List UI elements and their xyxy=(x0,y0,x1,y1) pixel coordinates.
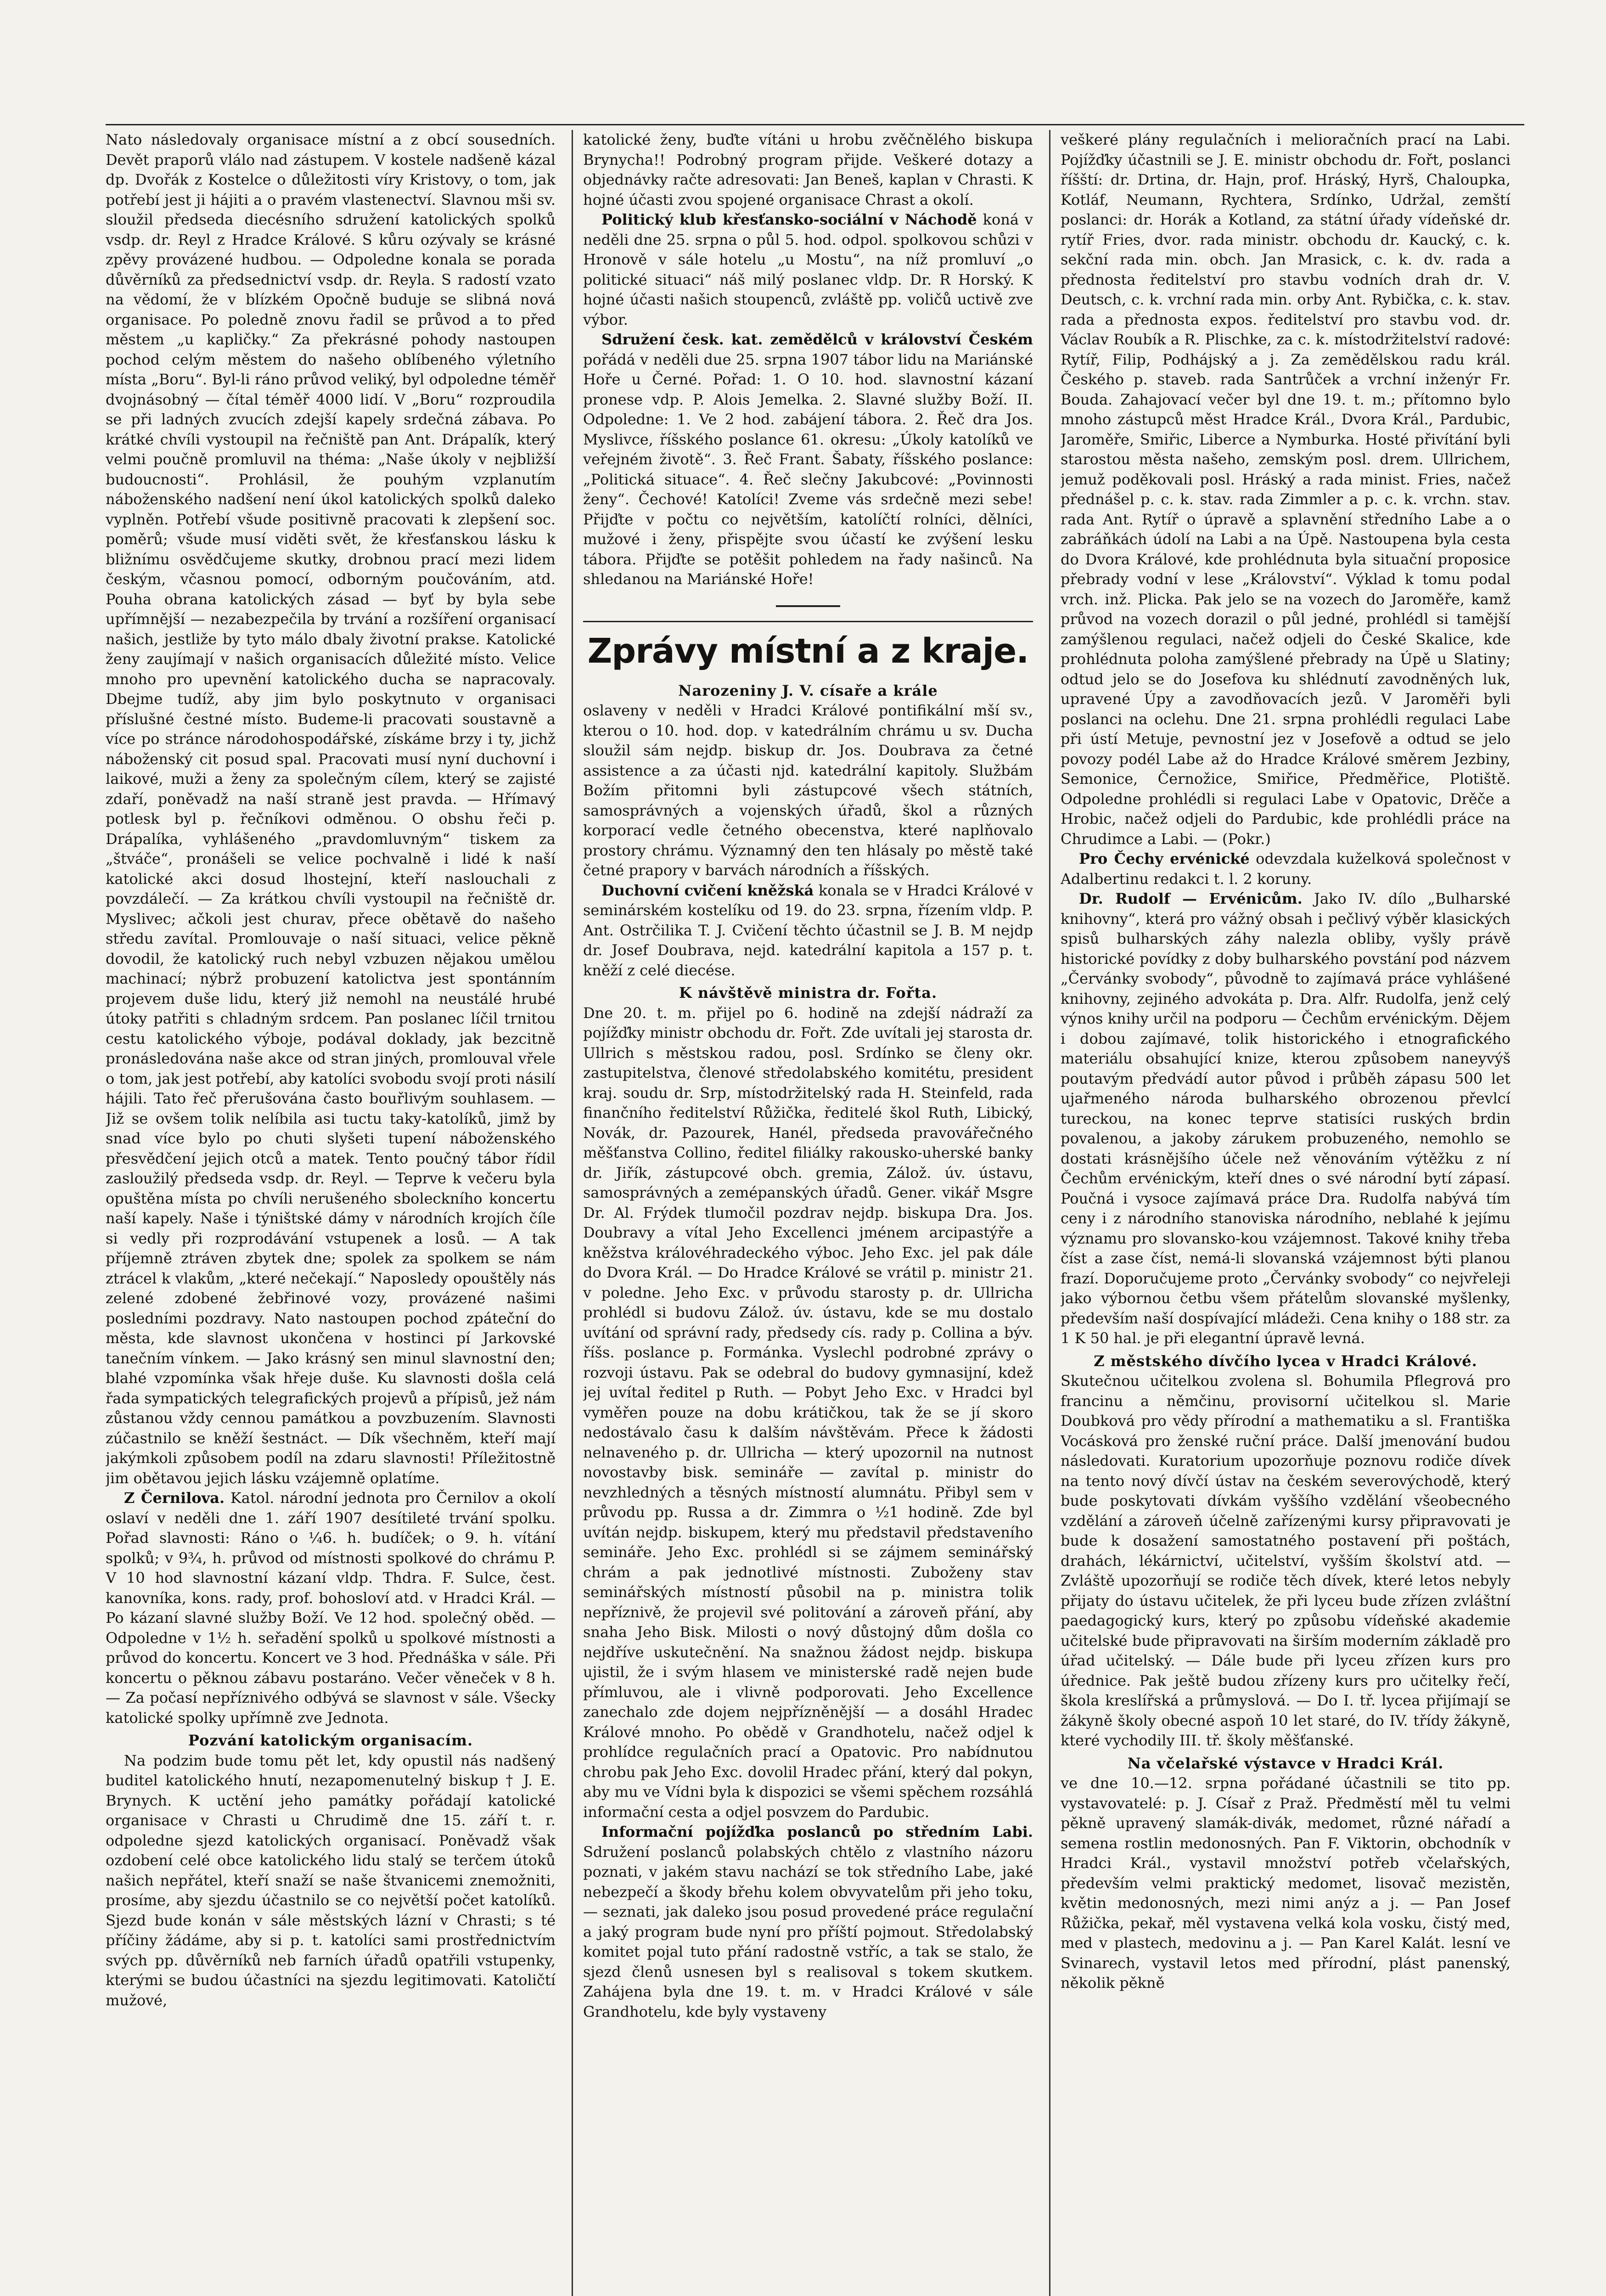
article-lead: Dr. Rudolf — Ervénicům. xyxy=(1079,890,1303,907)
article-text: ve dne 10.—12. srpna pořádané účastnili se tito pp. vystavovatelé: p. J. Císař z Praž. Předměstí měl tu velmi pěkně upravený slamák-divák, medomet, různé nářadí a semena rostlin medonosných. Pan F. Viktorin, obchodník v Hradci Král., vystavil množství potřeb včelařských, především velmi praktický medomet, lisovač mezistěn, květin medonosných, mezi nimi anýz a j. — Pan Josef Růžička, pekař, měl vystavena velká kola vosku, čistý med, med v plastech, medovinu a j. — Pan Karel Kalát. lesní ve Svinarech, vystavil letos med přírodní, plást panenský, několik pěkně xyxy=(1061,1774,1511,1992)
column-left xyxy=(106,130,556,2296)
article-heading: Pozvání katolickým organisacím. xyxy=(188,1732,473,1749)
article-lead: Z Černilova. xyxy=(124,1489,225,1507)
article-text: Nato následovaly organisace místní a z obcí sousedních. Devět praporů vlálo nad zástupem. V kostele nadšeně kázal dp. Dvořák z Kostelce o důležitosti víry Kristovy, o tom, jak potřebí jest ji hájiti a o pravém vlastenectví. Slavnou mši sv. sloužil předseda diecésního sdružení katolických spolků vsdp. dr. Reyl z Hradce Králové. S kůru ozývaly se krásné zpěvy provázené hudbou. — Odpoledne konala se porada důvěrníků za předsednictví vsdp. dr. Reyla. S radostí vzato na vědomí, že v blízkém Opočně buduje se slibná nová organisace. Po poledně znovu řadil se průvod a to před městem „u kapličky.“ Za překrásné pohody nastoupen pochod celým městem do našeho oblíbeného výletního místa „Boru“. Byl-li ráno průvod veliký, byl odpoledne téměř dvojnásobný — čítal téměř 4000 lidí. V „Boru“ rozproudila se při ladných zvucích zdejší kapely srdečná zábava. Po krátké chvíli vystoupil na řečniště pan Ant. Drápalík, který velmi poučně promluvil na théma: „Naše úkoly v nejbližší budoucnosti“. Prohlásil, že pouhým vzplanutím náboženského nadšení není úkol katolických spolků daleko vyplněn. Potřebí všude positivně pracovati k zlepšení soc. poměrů; všude musí viděti svět, že křesťanskou lásku k bližnímu osvědčujeme skutky, drobnou prací mezi lidem českým, včasnou pomocí, odborným poučováním, atd. Pouha obrana katolických zásad — byť by byla sebe upřímnější — nezabezpečila by trvání a rozšíření organisací našich, jestliže by tyto málo dbaly životní prakse. Katolické ženy zaujímají v našich organisacích důležité místo. Velice mnoho pro upevnění katolického ducha se napracovaly. Dbejme tudíž, aby jim bylo poskytnuto v organisaci příslušné čestné místo. Budeme-li pracovati soustavně a více po stránce národohospodářské, získáme brzy i ty, jichž náboženský cit posud spal. Pracovati musí nyní duchovní i laikové, muži a ženy za společným cílem, který se zajisté zdaří, poněvadž na naší straně jest pravda. — Hřímavý potlesk byl p. řečníkovi odměnou. O obshu řeči p. Drápalíka, vyhlášeného „pravdomluvným“ tiskem za „štváče“, pronášeli se velice pochvalně i lidé k naší katolické akci dosud lhostejní, kteří naslouchali z povzdálečí. — Za krátkou chvíli vystoupil na řečniště dr. Myslivec; ačkoli jest churav, přece obětavě do našeho středu zavítal. Promlouvaje o naší situaci, velice pěkně dovodil, že katolický ruch nebyl vzbuzen nějakou umělou machinací; nýbrž probuzení katolictva jest spontánním projevem duše lidu, který již nemohl na neustálé hrubé útoky patřiti s chladným srdcem. Pan poslanec líčil trnitou cestu katolického výboje, podával doklady, jak bezcitně pronásledována naše akce od stran jiných, promlouval vřele o tom, jak jest potřebí, aby katolíci svobodu svojí proti násilí hájili. Tato řeč přerušována často bouřlivým souhlasem. — Již se ovšem tolik nelíbila asi tuctu taky-katolíků, jimž by snad více bylo po chuti slyšeti tupení náboženského přesvědčení jejich otců a matek. Tento poučný tábor řídil zasloužilý předseda vsdp. dr. Reyl. — Teprve k večeru byla opuštěna místa po chvíli nerušeného sboleckního koncertu naší kapely. Naše i týništské dámy v národních krojích číle si vedly při rozprodávání vstupenek a losů. — A tak příjemně ztráven zbytek dne; spolek za spolkem se nám ztrácel k vlakům, „které nečekají.“ Naposledy opouštěly nás zelené zdobené žebřinové vozy, provázené našimi posledními pozdravy. Nato nastoupen pochod zpáteční do města, kde slavnost ukončena v hostinci pí Jarkovské tanečním vínkem. — Jako krásný sen minul slavnostní den; blahé vzpomínka však hřeje duše. Ku slavnosti došla celá řada sympatických telegrafických projevů a přípisů, jež nám zůstanou vždy cennou památkou a povzbuzením. Slavnosti zúčastnilo se kněží šestnáct. — Dík všechněm, kteří mají jakýmkoli způsobem podíl na zdaru slavnosti! Příležitostně jim obětavou jejich lásku vzájemně oplatíme. xyxy=(106,131,556,1487)
article-paragraph xyxy=(1061,1773,1511,1993)
article-paragraph xyxy=(583,1003,1033,1823)
article-text: odevzdala kuželková společnost v Adalbertinu redakci t. l. 2 koruny. xyxy=(1061,850,1511,888)
article-paragraph xyxy=(583,210,1033,330)
article-text: koná v neděli dne 25. srpna o půl 5. hod. odpol. spolkovou schůzi v Hronově v sále hotelu „u Mostu“, na níž promluví „o politické situaci“ náš milý poslanec vldp. Dr. R Horský. K hojné účasti našich stoupenců, zvláště pp. voličů uctivě zve výbor. xyxy=(583,211,1033,328)
article-paragraph xyxy=(1061,889,1511,1349)
article-lead: Informační pojížďka poslanců po středním Labi. xyxy=(601,1823,1033,1840)
column-divider xyxy=(572,130,573,2296)
article-lead: Duchovní cvičení kněžská xyxy=(601,881,814,899)
column-middle xyxy=(583,130,1033,2296)
article-text: Dne 20. t. m. přijel po 6. hodině na zdejší nádraží za pojížďky ministr obchodu dr. Fořt. Zde uvítali jej starosta dr. Ullrich s městskou radou, posl. Srdínko se členy okr. zastupitelstva, členové středolabského komitétu, president kraj. soudu dr. Srp, místodržitelský rada H. Steinfeld, rada finančního ředitelství Růžička, ředitelé škol Ruth, Libický, Novák, dr. Pazourek, Hanél, předseda pravovářečného měšťanstva Collino, ředitel filiálky rakousko-uherské banky dr. Jiřík, zástupcové obch. gremia, Zálož. úv. ústavu, samosprávných a zemépanských úřadů. Gener. vikář Msgre Dr. Al. Frýdek tlumočil pozdrav nejdp. biskupa Dra. Jos. Doubravy a vítal Jeho Excellenci jménem arcipastýře a kněžstva královéhradeckého výboc. Jeho Exc. jel pak dále do Dvora Král. — Do Hradce Králové se vrátil p. ministr 21. v poledne. Jeho Exc. v průvodu starosty p. dr. Ullricha prohlédl si budovu Zálož. úv. ústavu, kde se mu dostalo uvítání od správní rady, předsedy cís. rady p. Collina a býv. říšs. poslance p. Formánka. Vyslechl podrobné zprávy o rozvoji ústavu. Pak se odebral do budovy gymnasijní, kdež jej uvítal ředitel p Ruth. — Pobyt Jeho Exc. v Hradci byl vyměřen pouze na dobu krátičkou, tak že se jí skoro nedostávalo času k dalším návštěvám. Přece k žádosti nelnaveného p. dr. Ullricha — který upozornil na nutnost novostavby bisk. semináře — zavítal p. ministr do nevzhledných a těsných místností alumnátu. Přibyl sem v průvodu pp. Russa a dr. Zimmra o ½1 hodině. Zde byl uvítán nejdp. biskupem, který mu představil představeního semináře. Jeho Exc. prohlédl si se zájmem seminářský chrám a pak jednotlivé místnosti. Zuboženy stav seminářských místností působil na p. ministra tolik nepříznivě, že projevil své politování a zároveň přání, aby snaha Jeho Bisk. Milosti o nový důstojný dům došla co nejdříve uskutečnění. Na snažnou žádost nejdp. biskupa ujistil, že i svým hlasem ve ministerské radě nejen bude přímluvou, ale i vlivně podporovati. Jeho Excellence zanechalo zde dojem nejpřízněnější — a dosáhl Hradec Králové mnoho. Po obědě v Grandhotelu, načež odjel k prohlídce regulačních prací a Opatovic. Pro nabídnutou chrobu pak Jeho Exc. dovolil Hradec přání, který dal pokyn, aby mu ve Vídni byla k dispozici se všemi spěchem rozsáhlá informační cesta a odjel posvzem do Pardubic. xyxy=(583,1004,1033,1821)
section-heading: Zprávy místní a z kraje. xyxy=(587,631,1029,671)
article-paragraph xyxy=(583,330,1033,590)
column-right xyxy=(1061,130,1511,2296)
article-text: pořádá v neděli due 25. srpna 1907 tábor lidu na Mariánské Hoře u Černé. Pořad: 1. O 10. hod. slavnostní kázaní pronese vdp. P. Alois Jemelka. 2. Slavné služby Boží. II. Odpoledne: 1. Ve 2 hod. zabájení tábora. 2. Řeč dra Jos. Myslivce, říšského poslance 61. okresu: „Úkoly katolíků ve veřejném životě“. 3. Řeč Frant. Šabaty, říšského poslance: „Politická situace“. 4. Řeč slečny Jakubcové: „Povinnosti ženy“. Čechové! Katolíci! Zveme vás srdečně mezi sebe! Přijďte v počtu co největším, katolíčtí rolníci, dělníci, mužové i ženy, přispějte svou účastí ke zvýšení lesku tábora. Přijďte se potěšit pohledem na řady našinců. Na shledanou na Mariánské Hoře! xyxy=(583,350,1033,588)
article-text: konala se v Hradci Králové v seminárském kostelíku od 19. do 23. srpna, řízením vldp. P. Ant. Ostrčilika T. J. Cvičení těchto účastnil se J. B. M nejdp dr. Josef Doubrava, nejd. katedrální kapitola a 157 p. t. kněží z celé diecése. xyxy=(583,881,1033,979)
article-heading: Na včelařské výstavce v Hradci Král. xyxy=(1127,1754,1444,1772)
article-paragraph xyxy=(1061,849,1511,889)
newspaper-page xyxy=(106,124,1524,2296)
article-lead: Sdružení česk. kat. zemědělců v království Českém xyxy=(601,331,1033,348)
article-text: Jako IV. dílo „Bulharské knihovny“, která pro vážný obsah i pečlivý výběr klasických spisů bulharských záhy nalezla obliby, vyšly právě historické povídky z doby bulharského povstání pod názvem „Červánky svobody“, původně to zajímavá práce vyhlášené knihovny, zejiného advokáta p. Dra. Alfr. Rudolfa, jenž celý výnos knihy určil na podporu — Čechům ervénickým. Dějem i dobou zajímavé, tolik historického i etnografického materiálu obsahující knize, kterou způsobem naneyvýš poutavým předvádí autor původ i průběh zápasu 500 let ujařmeného národa bulharského obrozenou převlcí tureckou, na konec teprve statisíci ruských brdin povalenou, a jakoby zárukem probuzeného, nemohlo se dostati krásnějšího účele než věnováním výtěžku z ní Čechům ervénickým, kteří dnes o své národní bytí zápasí. Poučná i vysoce zajímavá práce Dra. Rudolfa nabývá tím ceny i z národního stanoviska národního, neblahé k jejímu významu pro slovansko-kou vzájemnost. Takové knihy třeba číst a zase číst, nemá-li slovanská vzájemnost býti planou frazí. Doporučujeme proto „Červánky svobody“ co nejvřeleji jako výbornou četbu všem přátelům slovanské myšlenky, především naší dospívající mládeži. Cena knihy o 188 str. za 1 K 50 hal. je při elegantní úpravě levná. xyxy=(1061,890,1511,1347)
article-text: katolické ženy, buďte vítáni u hrobu zvěčnělého biskupa Brynycha!! Podrobný program přijde. Veškeré dotazy a objednávky račte adresovati: Jan Beneš, kaplan v Chrasti. K hojné účasti zvou spojené organisace Chrast a okolí. xyxy=(583,131,1033,208)
article-paragraph xyxy=(583,881,1033,981)
article-paragraph xyxy=(583,701,1033,881)
article-lead: Pro Čechy ervénické xyxy=(1079,850,1250,867)
article-lead: Politický klub křesťansko-sociální v Náchodě xyxy=(601,211,977,228)
article-heading: K návštěvě ministra dr. Fořta. xyxy=(679,984,938,1002)
section-separator-short xyxy=(776,605,840,607)
article-heading: Z městského dívčího lycea v Hradci Králové. xyxy=(1094,1352,1477,1370)
article-paragraph xyxy=(583,1822,1033,2022)
column-divider xyxy=(1049,130,1050,2296)
article-paragraph xyxy=(106,1751,556,2011)
article-paragraph xyxy=(106,130,556,1488)
article-paragraph xyxy=(1061,130,1511,849)
section-separator xyxy=(583,621,1033,622)
article-text: Katol. národní jednota pro Černilov a okolí oslaví v neděli dne 1. září 1907 desítileté trvání spolku. Pořad slavnosti: Ráno o ¼6. h. budíček; o 9. h. vítání spolků; v 9¾, h. průvod od místnosti spolkové do chrámu P. V 10 hod slavnostní kázaní vldp. Thdra. F. Sulce, čest. kanovníka, kons. rady, prof. bohosloví atd. v Hradci Král. — Po kázaní slavné služby Boží. Ve 12 hod. společný oběd. — Odpoledne v 1½ h. seřadění spolků u spolkové místnosti a průvod do koncertu. Koncert ve 3 hod. Přednáška v sále. Při koncertu o pěknou zábavu postaráno. Večer věneček v 8 h. — Za počasí nepříznivého odbývá se slavnost v sále. Všecky katolické spolky upřímně zve Jednota. xyxy=(106,1489,556,1727)
article-text: Na podzim bude tomu pět let, kdy opustil nás nadšený buditel katolického hnutí, nezapomenutelný biskup † J. E. Brynych. K uctění jeho památky pořádají katolické organisace v Chrasti u Chrudimě dne 15. září t. r. odpoledne sjezd katolických organisací. Poněvadž však ozdobení celé obce katolického lidu stalý se terčem útoků našich nepřátel, kteří snaží se naše štvanicemi znemožniti, prosíme, aby sjezdu účastnilo se co největší počet katolíků. Sjezd bude konán v sále městských lázní v Chrasti; s té příčiny žádáme, aby si p. t. katolíci sami prostřednictvím svých pp. důvěrníků neb farních úřadů opatřili vstupenky, kterými se budou účastníci na sjezdu legitimovati. Katoličtí mužové, xyxy=(106,1751,556,2009)
article-text: veškeré plány regulačních i melioračních prací na Labi. Pojížďky účastnili se J. E. ministr obchodu dr. Fořt, poslanci říšští: dr. Drtina, dr. Hajn, prof. Hráský, Hyrš, Chaloupka, Kotláf, Neumann, Rychtera, Srdínko, Udržal, zemští poslanci: dr. Horák a Kotland, za státní úřady vídeňské dr. rytíř Fries, dvor. rada ministr. obchodu dr. Kaucký, c. k. sekční rada min. obch. Jan Mrasick, c. k. dv. rada a přednosta ředitelství pro stavbu vodních drah dr. V. Deutsch, c. k. vrchní rada min. orby Ant. Rybička, c. k. stav. rada a přednosta expos. ředitelství pro stavbu vod. dr. Václav Roubík a R. Plischke, za c. k. místodržitelství radové: Rytíř, Filip, Podhájský a j. Za zemědělskou radu král. Českého p. staveb. rada Santrůček a vrchní inženýr Fr. Bouda. Zahajovací večer byl dne 19. t. m.; přítomno bylo mnoho zástupců měst Hradce Král., Dvora Král., Pardubic, Jaroměře, Smiřic, Liberce a Nymburka. Hosté přivítání byli starostou města našeho, zemským posl. drem. Ullrichem, jemuž poděkovali posl. Hráský a rada minist. Fries, načež přednášel p. c. k. stav. rada Zimmler a p. c. k. vrchn. stav. rada Ant. Rytíř o úpravě a splavnění středního Labe a o zabráňkách údolí na Labi a na Úpě. Nastoupena byla cesta do Dvora Králové, kde prohlédnuta byla situační proposice přebrady vodní v lese „Království“. Výklad k tomu podal vrch. inž. Plicka. Pak jelo se na vozech do Jaroměře, kamž průvod na vozech dorazil o půl jedné, prohlédl si tamější zamýšlenou regulaci, načež odjeli do České Skalice, kde prohlédnuta poloha zamýšlené přebrady na Úpě u Slatiny; odtud jelo se do Josefova ku shlédnutí zavodněných luk, upravené Úpy a zavodňovacích jezů. V Jaroměři byli poslanci na oclehu. Dne 21. srpna prohlédli regulaci Labe při ústí Metuje, pevnostní jez v Josefově a odtud se jelo povozy podél Labe až do Hradce Králové směrem Jezbiny, Semonice, Černožice, Smiřice, Předměřice, Plotiště. Odpoledne prohlédli si regulaci Labe v Opatovic, Drěče a Hrobic, načež odjeli do Pardubic, kde prohlédli práce na Chrudimce a Labi. — (Pokr.) xyxy=(1061,131,1511,848)
article-paragraph xyxy=(583,130,1033,210)
article-text: Sdružení poslanců polabských chtělo z vlastního názoru poznati, v jakém stavu nachází se tok středního Labe, jaké nebezpečí a škody břehu kolem obvyvatelům při jeho toku, — seznati, jak daleko jsou posud provedené práce regulační a jaký program bude nyní pro příští pojmout. Středolabský komitet pojal tuto přání radostně vstříc, a tak se stalo, že sjezd členů usnesen byl s realisoval s tokem skutkem. Zahájena byla dne 19. t. m. v Hradci Králové v sále Grandhotelu, kde byly vystaveny xyxy=(583,1843,1033,2020)
article-heading: Narozeniny J. V. císaře a krále xyxy=(678,681,938,699)
article-paragraph xyxy=(1061,1371,1511,1751)
article-paragraph xyxy=(106,1488,556,1728)
article-text: Skutečnou učitelkou zvolena sl. Bohumila Pflegrová pro francinu a němčinu, provisorní učitelkou sl. Marie Doubková pro vědy přírodní a mathematiku a sl. Františka Vocásková pro ženské ruční práce. Další jmenování budou následovati. Kuratorium upozorňuje poznovu rodiče dívek na tento nový dívčí ústav na českém severovýchodě, který bude poskytovati dívkám vyššího vzdělání všeobecného vzdělání a zároveň účelně zařízenými kursy připravovati je bude k dosažení samostatného postavení při poštách, drahách, lékárnictví, učitelství, vyšším školství atd. — Zvláště upozorňují se rodiče těch dívek, které letos nebyly přijaty do ústavu učitelek, že při lyceu bude zřízen zvláštní paedagogický kurs, který po způsobu vídeňské akademie učitelské bude připravovati na širším moderním základě pro úřad učitelský. — Dále bude při lyceu zřízen kurs pro úřednice. Pak ještě budou zřízeny kurs pro učitelky řečí, škola kreslířská a průmyslová. — Do I. tř. lycea přijímají se žákyně školy obecné aspoň 10 let staré, do IV. třídy žákyně, které vychodily III. tř. školy měšťanské. xyxy=(1061,1372,1511,1749)
article-text: oslaveny v neděli v Hradci Králové pontifikální mší sv., kterou o 10. hod. dop. v katedrálním chrámu u sv. Ducha sloužil sám nejdp. biskup dr. Jos. Doubrava za četné assistence a za účasti njd. katedrální kapitoly. Službám Božím přitomni byli zástupcové všech státních, samosprávných a vojenských úřadů, škol a různých korporací vedle četného obecenstva, které naplňovalo prostory chrámu. Významný den ten hlásaly po městě také četné prapory v barvách národních a říšských. xyxy=(583,702,1033,879)
